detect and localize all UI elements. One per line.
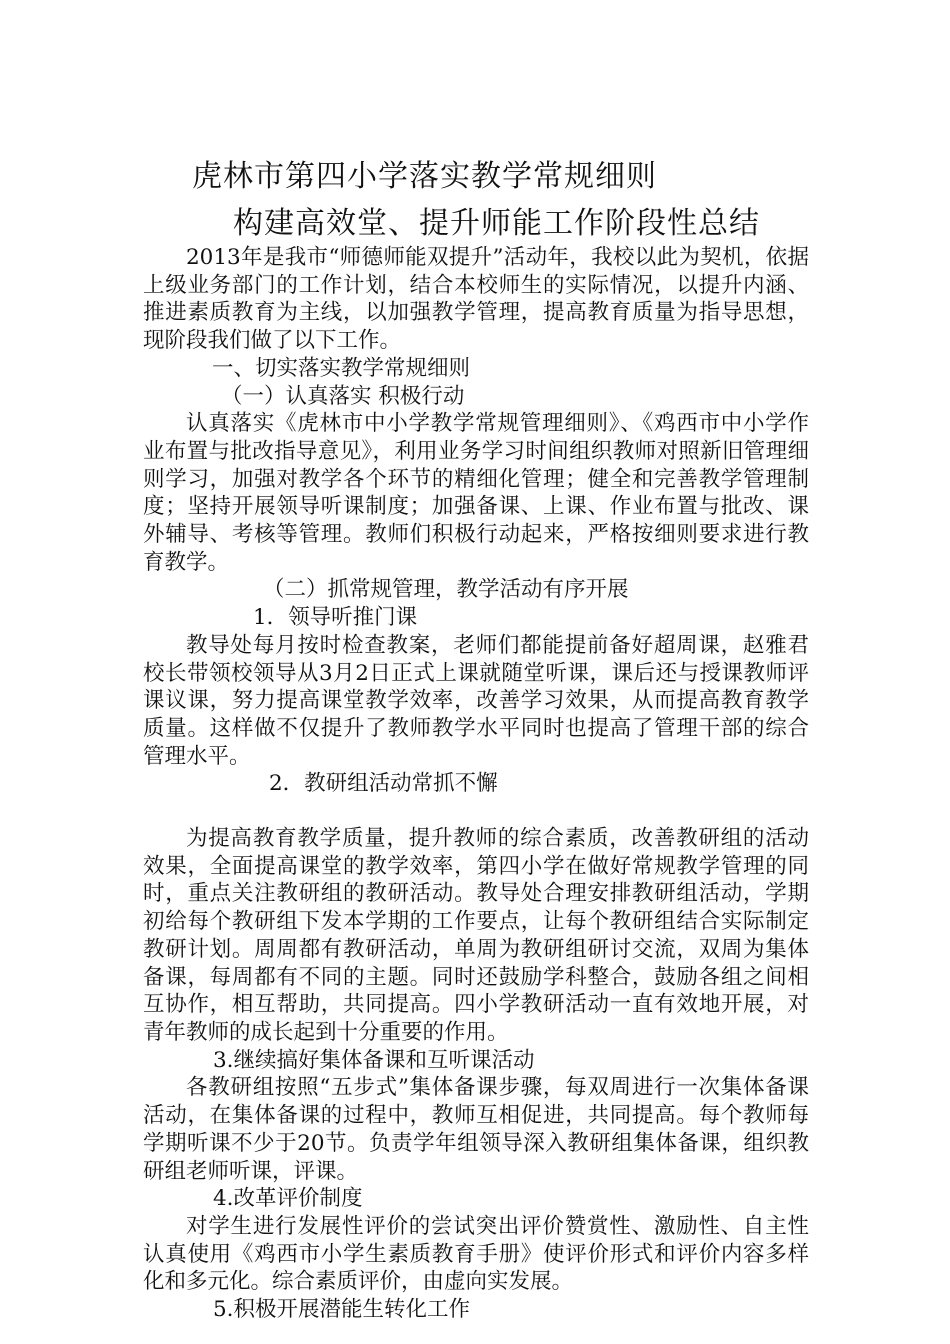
item-4-paragraph: 对学生进行发展性评价的尝试突出评价赞赏性、激励性、自主性认真使用《鸡西市小学生素质教育手册》使评价形式和评价内容多样化和多元化。综合素质评价，由虚向实发展。 (143, 1213, 809, 1295)
item-4-heading: 4.改革评价制度 (213, 1186, 363, 1212)
item-2-heading: 2．教研组活动常抓不懈 (269, 771, 498, 797)
item-3-heading: 3.继续搞好集体备课和互听课活动 (213, 1047, 535, 1073)
item-5-heading: 5.积极开展潜能生转化工作 (213, 1297, 471, 1323)
subsection-1-paragraph: 认真落实《虎林市中小学教学常规管理细则》、《鸡西市中小学作业布置与批改指导意见》，利用业务学习时间组织教师对照新旧管理细则学习，加强对教学各个环节的精细化管理；健全和完善教学管理制度；坚持开展领导听课制度；加强备课、上课、作业布置与批改、课外辅导、考核等管理。教师们积极行动起来，严格按细则要求进行教育教学。 (143, 411, 809, 575)
document-title-line-2: 构建高效堂、提升师能工作阶段性总结 (233, 206, 760, 241)
document-title-line-1: 虎林市第四小学落实教学常规细则 (192, 159, 657, 194)
item-2-paragraph: 为提高教育教学质量，提升教师的综合素质，改善教研组的活动效果，全面提高课堂的教学效率，第四小学在做好常规教学管理的同时，重点关注教研组的教研活动。教导处合理安排教研组活动，学期初给每个教研组下发本学期的工作要点，让每个教研组结合实际制定教研计划。周周都有教研活动，单周为教研组研讨交流，双周为集体备课，每周都有不同的主题。同时还鼓励学科整合，鼓励各组之间相互协作，相互帮助，共同提高。四小学教研活动一直有效地开展，对青年教师的成长起到十分重要的作用。 (143, 826, 809, 1045)
item-1-paragraph: 教导处每月按时检查教案，老师们都能提前备好超周课，赵雅君校长带领校领导从3月2日正式上课就随堂听课，课后还与授课教师评课议课，努力提高课堂教学效率，改善学习效果，从而提高教育教学质量。这样做不仅提升了教师教学水平同时也提高了管理干部的综合管理水平。 (143, 632, 809, 769)
blank-line (143, 798, 809, 825)
subsection-1-heading: （一）认真落实 积极行动 (221, 383, 465, 409)
subsection-2-heading: （二）抓常规管理，教学活动有序开展 (263, 577, 629, 603)
item-3-paragraph: 各教研组按照“五步式”集体备课步骤，每双周进行一次集体备课活动，在集体备课的过程中，教师互相促进，共同提高。每个教师每学期听课不少于20节。负责学年组领导深入教研组集体备课，组织教研组老师听课，评课。 (143, 1075, 809, 1184)
intro-paragraph: 2013年是我市“师德师能双提升”活动年，我校以此为契机，依据上级业务部门的工作计划，结合本校师生的实际情况，以提升内涵、推进素质教育为主线，以加强教学管理，提高教育质量为指导思想，现阶段我们做了以下工作。 (143, 245, 809, 354)
item-1-heading: 1．领导听推门课 (253, 605, 418, 631)
section-1-heading: 一、切实落实教学常规细则 (212, 355, 471, 381)
document-body (143, 244, 809, 1324)
